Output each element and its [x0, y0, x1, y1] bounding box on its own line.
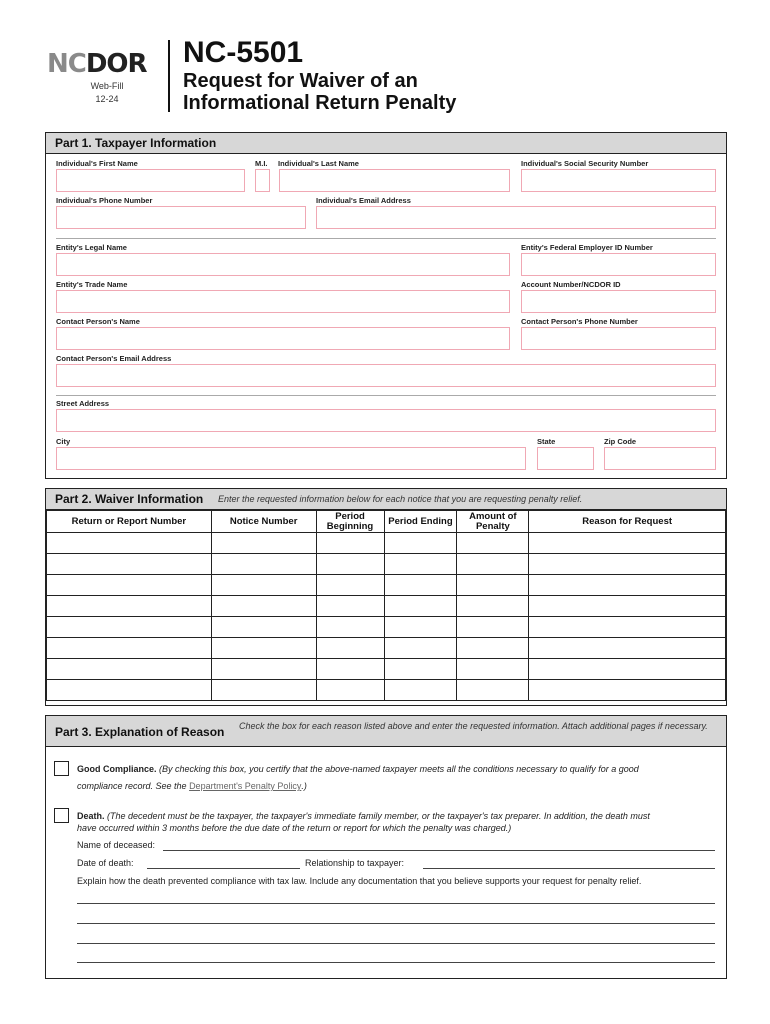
ssn-label: Individual's Social Security Number	[521, 159, 649, 168]
city-label: City	[56, 437, 71, 446]
table-cell[interactable]	[529, 680, 726, 701]
death-text: Death. (The decedent must be the taxpayer, the taxpayer's immediate family member, or the taxpayer's tax preparer. In addition, the death must have occurred within 3 months before the due date of the return or report for which the penalty was charged.)	[77, 811, 650, 833]
ssn-field[interactable]	[521, 169, 716, 192]
table-cell[interactable]	[47, 533, 212, 554]
zip-label: Zip Code	[604, 437, 637, 446]
email-field[interactable]	[316, 206, 716, 229]
table-cell[interactable]	[316, 575, 384, 596]
contact-phone-field[interactable]	[521, 327, 716, 350]
table-cell[interactable]	[457, 554, 529, 575]
section-divider	[56, 395, 716, 396]
table-cell[interactable]	[47, 596, 212, 617]
city-field[interactable]	[56, 447, 526, 470]
table-cell[interactable]	[211, 554, 316, 575]
deceased-name-line[interactable]	[163, 850, 715, 851]
entity-name-label: Entity's Legal Name	[56, 243, 127, 252]
table-cell[interactable]	[211, 659, 316, 680]
table-row	[47, 659, 726, 680]
phone-label: Individual's Phone Number	[56, 196, 153, 205]
table-cell[interactable]	[529, 617, 726, 638]
table-row	[47, 617, 726, 638]
table-cell[interactable]	[529, 596, 726, 617]
last-name-label: Individual's Last Name	[278, 159, 359, 168]
table-cell[interactable]	[457, 596, 529, 617]
state-field[interactable]	[537, 447, 594, 470]
table-cell[interactable]	[529, 554, 726, 575]
table-cell[interactable]	[384, 638, 457, 659]
good-compliance-label: Good Compliance.	[77, 764, 157, 774]
table-cell[interactable]	[384, 659, 457, 680]
death-checkbox[interactable]	[54, 808, 69, 823]
table-cell[interactable]	[316, 596, 384, 617]
state-label: State	[537, 437, 556, 446]
table-row	[47, 638, 726, 659]
explain-line[interactable]	[77, 903, 715, 904]
zip-field[interactable]	[604, 447, 716, 470]
table-cell[interactable]	[529, 533, 726, 554]
part1-header	[46, 133, 726, 154]
table-cell[interactable]	[316, 680, 384, 701]
explain-line[interactable]	[77, 962, 715, 963]
table-header-row	[47, 511, 726, 533]
table-cell[interactable]	[457, 680, 529, 701]
table-cell[interactable]	[384, 617, 457, 638]
penalty-policy-link[interactable]: Department's Penalty Policy	[189, 781, 302, 791]
table-cell[interactable]	[211, 533, 316, 554]
fein-field[interactable]	[521, 253, 716, 276]
mi-field[interactable]	[255, 169, 270, 192]
table-cell[interactable]	[384, 680, 457, 701]
table-cell[interactable]	[47, 659, 212, 680]
trade-name-label: Entity's Trade Name	[56, 280, 128, 289]
waiver-table	[46, 510, 726, 701]
col-period-ending: Period Ending	[384, 511, 457, 533]
table-cell[interactable]	[211, 575, 316, 596]
contact-email-label: Contact Person's Email Address	[56, 354, 172, 363]
section-divider	[56, 238, 716, 239]
table-cell[interactable]	[316, 638, 384, 659]
entity-name-field[interactable]	[56, 253, 510, 276]
table-cell[interactable]	[316, 659, 384, 680]
part2-header	[46, 489, 726, 510]
part3-title: Part 3. Explanation of Reason	[55, 725, 225, 739]
good-compliance-text: Good Compliance. (By checking this box, you certify that the above-named taxpayer meets all the conditions necessary to qualify for a good compliance record. See the Department's Penalty Policy.)	[77, 764, 639, 791]
fein-label: Entity's Federal Employer ID Number	[521, 243, 653, 252]
table-cell[interactable]	[457, 533, 529, 554]
table-row	[47, 680, 726, 701]
trade-name-field[interactable]	[56, 290, 510, 313]
part3-section	[45, 715, 727, 979]
table-cell[interactable]	[211, 617, 316, 638]
table-cell[interactable]	[384, 533, 457, 554]
table-cell[interactable]	[211, 596, 316, 617]
part3-instruction: Check the box for each reason listed above and enter the requested information. Attach additional pages if necessary.	[239, 721, 708, 731]
table-row	[47, 554, 726, 575]
table-cell[interactable]	[316, 533, 384, 554]
deceased-name-label: Name of deceased:	[77, 840, 156, 850]
table-cell[interactable]	[47, 680, 212, 701]
col-amount-penalty: Amount of Penalty	[457, 511, 529, 533]
table-row	[47, 596, 726, 617]
col-reason: Reason for Request	[529, 511, 726, 533]
street-label: Street Address	[56, 399, 110, 408]
table-cell[interactable]	[457, 659, 529, 680]
part1-title: Part 1. Taxpayer Information	[55, 136, 217, 150]
col-period-beginning: Period Beginning	[316, 511, 384, 533]
death-label: Death.	[77, 811, 105, 821]
account-field[interactable]	[521, 290, 716, 313]
date-of-death-label: Date of death:	[77, 858, 134, 868]
header-divider	[168, 40, 170, 112]
table-cell[interactable]	[316, 617, 384, 638]
explain-line[interactable]	[77, 923, 715, 924]
edition-label: Web-Fill	[90, 81, 124, 91]
ncdor-logo: NCDOR	[47, 49, 147, 79]
table-cell[interactable]	[47, 575, 212, 596]
good-compliance-checkbox[interactable]	[54, 761, 69, 776]
table-cell[interactable]	[384, 554, 457, 575]
contact-phone-label: Contact Person's Phone Number	[521, 317, 638, 326]
part2-section	[45, 488, 727, 706]
table-cell[interactable]	[47, 638, 212, 659]
table-cell[interactable]	[529, 659, 726, 680]
table-row	[47, 575, 726, 596]
relationship-label: Relationship to taxpayer:	[305, 858, 405, 868]
account-label: Account Number/NCDOR ID	[521, 280, 621, 289]
table-cell[interactable]	[316, 554, 384, 575]
table-cell[interactable]	[211, 638, 316, 659]
table-cell[interactable]	[211, 680, 316, 701]
mi-label: M.I.	[255, 159, 268, 168]
explain-label: Explain how the death prevented compliance with tax law. Include any documentation that you believe supports your request for penalty relief.	[77, 876, 642, 886]
form-title: Request for Waiver of an Informational Return Penalty	[183, 70, 457, 114]
edition-date: 12-24	[95, 94, 119, 104]
table-cell[interactable]	[47, 554, 212, 575]
table-cell[interactable]	[47, 617, 212, 638]
first-name-label: Individual's First Name	[56, 159, 138, 168]
email-label: Individual's Email Address	[316, 196, 411, 205]
relationship-line[interactable]	[423, 868, 715, 869]
table-cell[interactable]	[457, 575, 529, 596]
explain-line[interactable]	[77, 943, 715, 944]
table-cell[interactable]	[529, 638, 726, 659]
table-cell[interactable]	[384, 575, 457, 596]
table-cell[interactable]	[384, 596, 457, 617]
col-return-number: Return or Report Number	[47, 511, 212, 533]
contact-name-field[interactable]	[56, 327, 510, 350]
part2-title: Part 2. Waiver Information	[55, 492, 204, 506]
part3-header	[46, 716, 726, 747]
part2-instruction: Enter the requested information below for each notice that you are requesting penalty relief.	[218, 494, 583, 504]
phone-field[interactable]	[56, 206, 306, 229]
contact-name-label: Contact Person's Name	[56, 317, 140, 326]
table-row	[47, 533, 726, 554]
contact-email-field[interactable]	[56, 364, 716, 387]
date-of-death-line[interactable]	[147, 868, 300, 869]
table-cell[interactable]	[529, 575, 726, 596]
form-number: NC-5501	[183, 36, 304, 69]
first-name-field[interactable]	[56, 169, 245, 192]
part1-section	[45, 132, 727, 479]
table-cell[interactable]	[457, 617, 529, 638]
last-name-field[interactable]	[279, 169, 510, 192]
col-notice-number: Notice Number	[211, 511, 316, 533]
street-field[interactable]	[56, 409, 716, 432]
table-cell[interactable]	[457, 638, 529, 659]
